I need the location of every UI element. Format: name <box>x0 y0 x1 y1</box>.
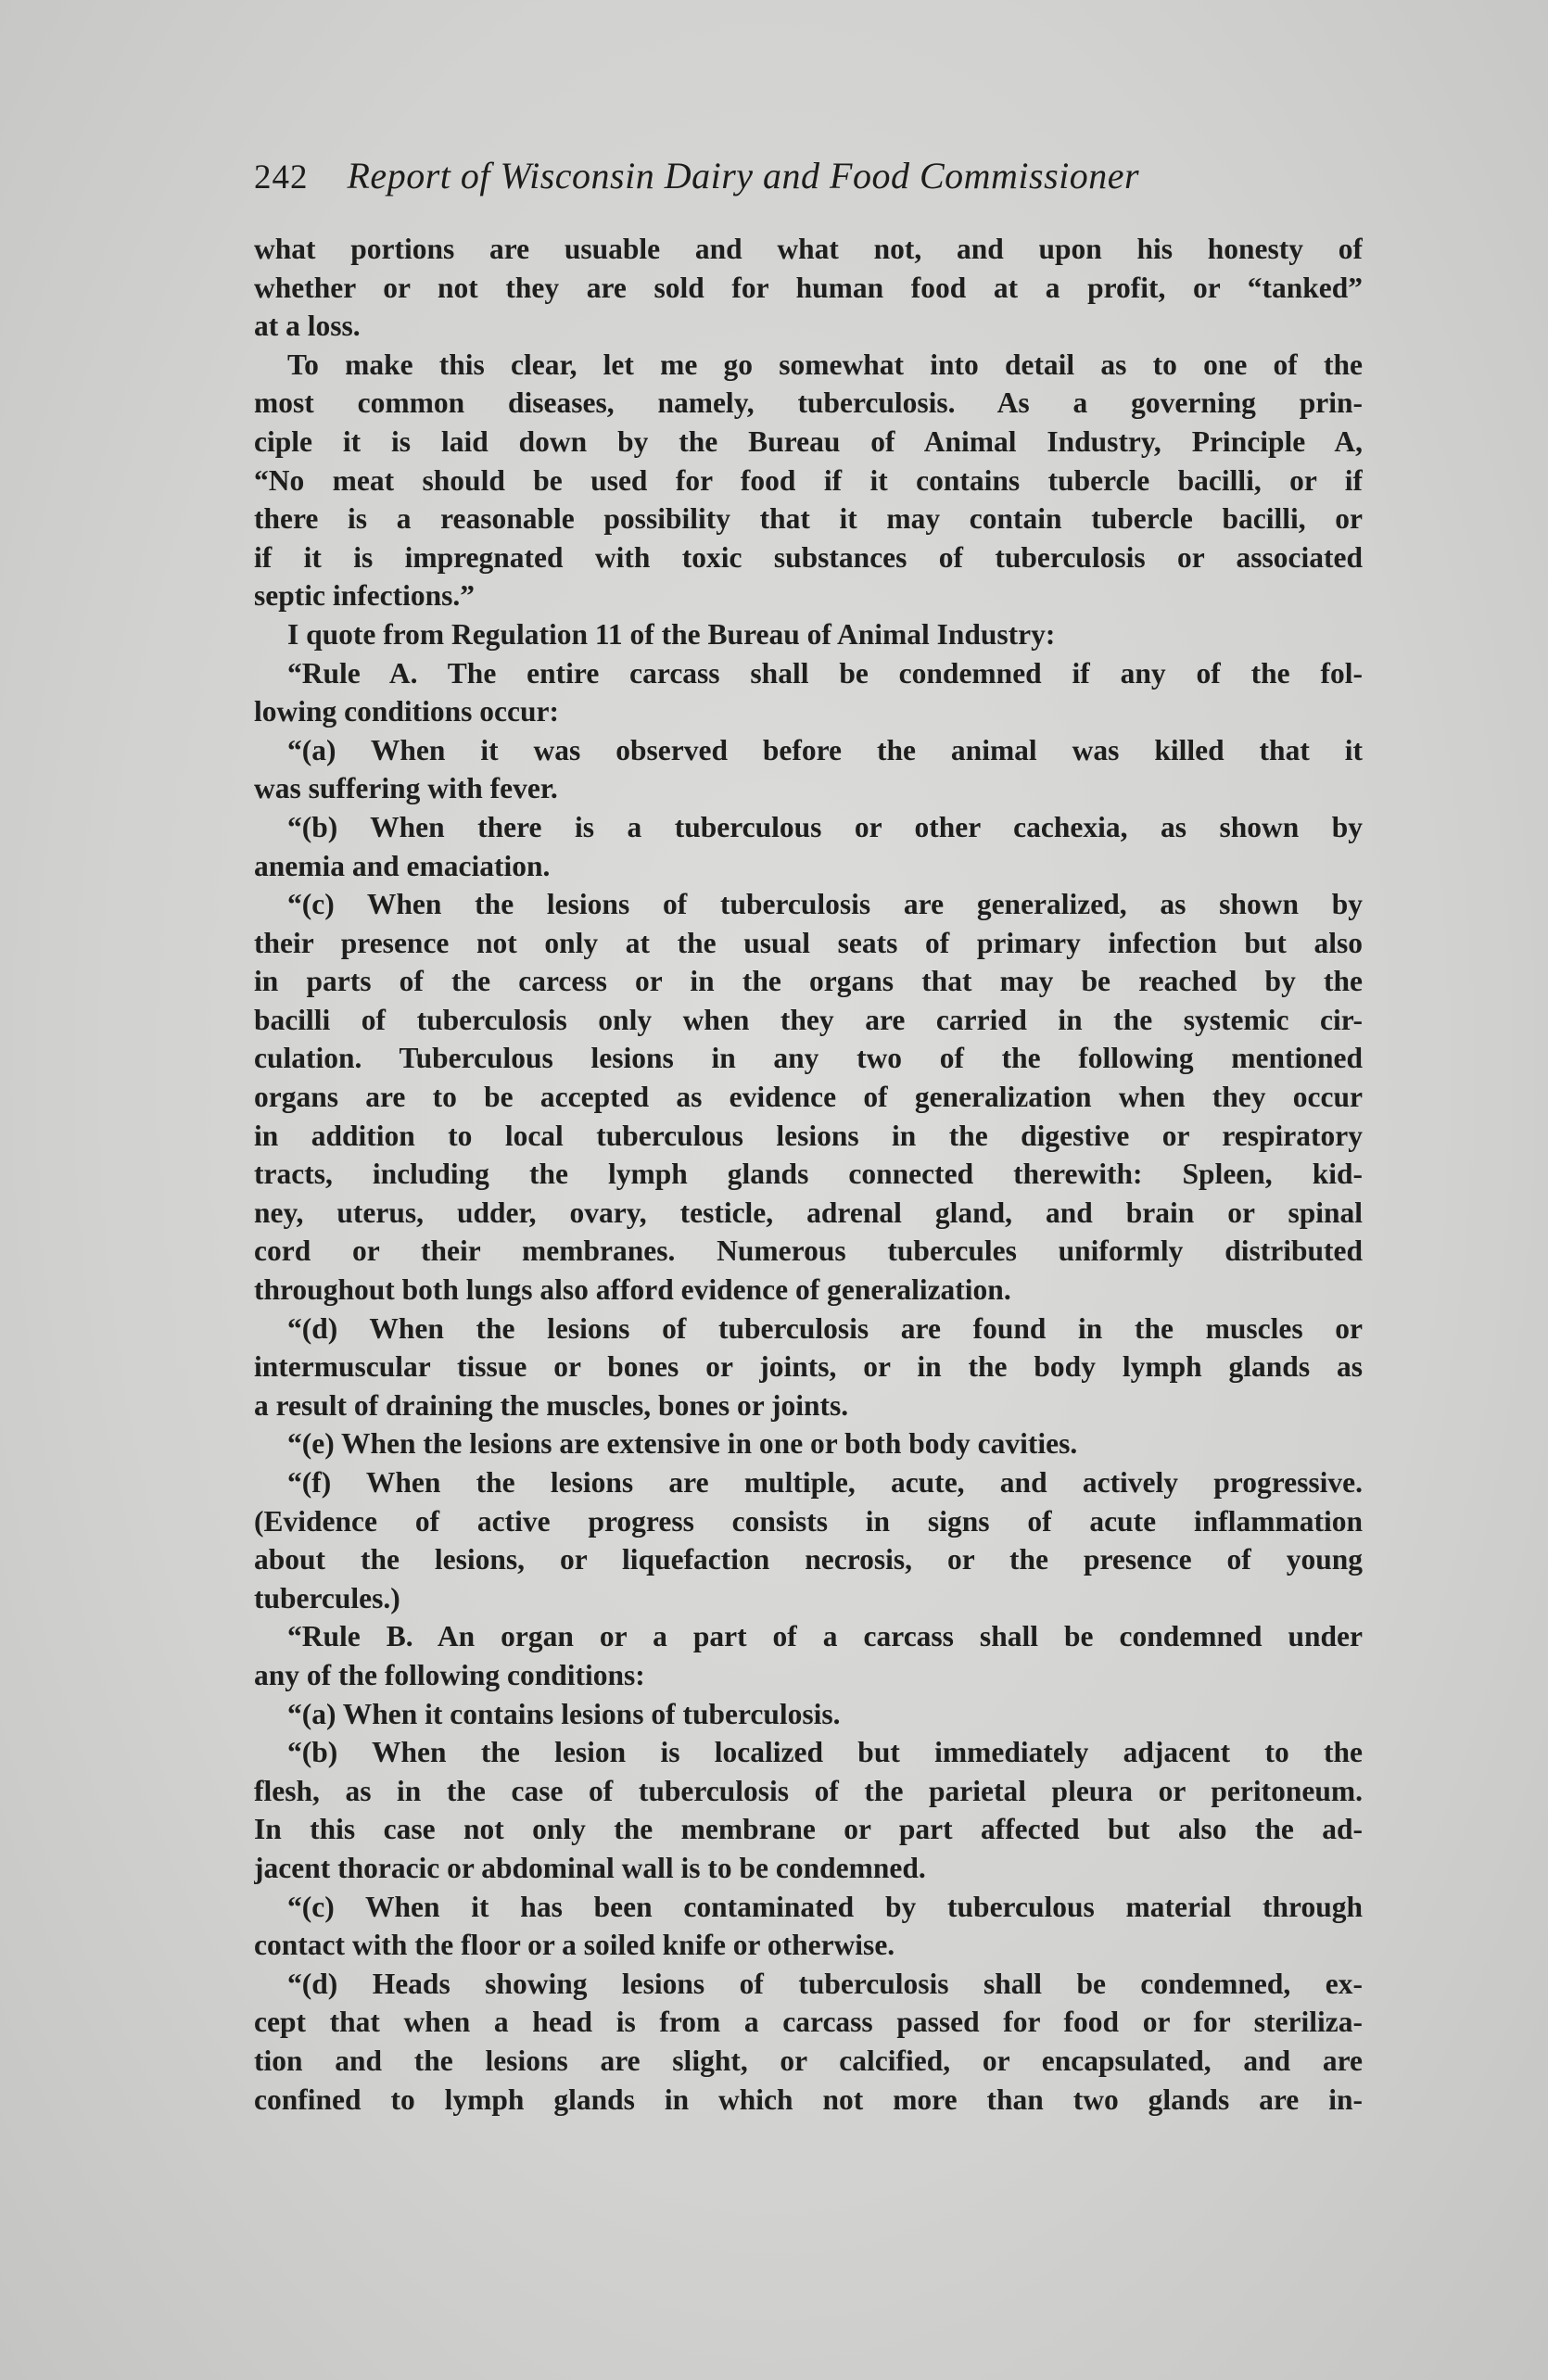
text-line: cept that when a head is from a carcass passed for food or for steriliza- <box>254 2006 1363 2039</box>
text-line: whether or not they are sold for human food at a profit, or “tanked” <box>254 271 1363 304</box>
text-line: at a loss. <box>254 310 361 343</box>
text-line: any of the following conditions: <box>254 1658 645 1691</box>
text-line: septic infections.” <box>254 579 475 613</box>
text-line: confined to lymph glands in which not more than two glands are in- <box>254 2082 1363 2116</box>
text-line: I quote from Regulation 11 of the Bureau of Animal Industry: <box>287 617 1056 651</box>
text-line: “(d) When the lesions of tuberculosis are found in the muscles or <box>287 1311 1363 1345</box>
text-line: intermuscular tissue or bones or joints, or in the body lymph glands as <box>254 1350 1363 1384</box>
text-line: contact with the floor or a soiled knife or otherwise. <box>254 1929 895 1962</box>
text-line: bacilli of tuberculosis only when they are carried in the systemic cir- <box>254 1003 1363 1036</box>
text-line: what portions are usuable and what not, and upon his honesty of <box>254 233 1363 265</box>
text-line: tion and the lesions are slight, or calcified, or encapsulated, and are <box>254 2044 1363 2077</box>
text-line: “(f) When the lesions are multiple, acute, and actively progressive. <box>287 1466 1363 1499</box>
text-line: tracts, including the lymph glands connected therewith: Spleen, kid- <box>254 1158 1363 1191</box>
text-line: throughout both lungs also afford evidence of generalization. <box>254 1273 1011 1307</box>
text-line: (Evidence of active progress consists in signs of acute inflammation <box>254 1504 1363 1538</box>
text-line: “(b) When the lesion is localized but immediately adjacent to the <box>287 1736 1363 1769</box>
text-line: “(a) When it was observed before the animal was killed that it <box>287 733 1363 766</box>
text-line: in parts of the carcess or in the organs that may be reached by the <box>254 965 1363 998</box>
text-line: flesh, as in the case of tuberculosis of the parietal pleura or peritoneum. <box>254 1774 1363 1807</box>
text-line: was suffering with fever. <box>254 772 558 805</box>
text-line: “(c) When it has been contaminated by tuberculous material through <box>287 1890 1363 1923</box>
text-line: a result of draining the muscles, bones or joints. <box>254 1388 849 1422</box>
text-line: there is a reasonable possibility that it may contain tubercle bacilli, or <box>254 502 1363 536</box>
text-line: “Rule A. The entire carcass shall be condemned if any of the fol- <box>287 656 1363 690</box>
text-line: “(e) When the lesions are extensive in one or both body cavities. <box>287 1427 1078 1461</box>
running-title: Report of Wisconsin Dairy and Food Commissioner <box>347 155 1140 196</box>
text-line: their presence not only at the usual seats of primary infection but also <box>254 926 1363 959</box>
text-line: “(c) When the lesions of tuberculosis are generalized, as shown by <box>287 888 1363 921</box>
text-line: To make this clear, let me go somewhat into detail as to one of the <box>287 348 1363 381</box>
text-line: “(b) When there is a tuberculous or other cachexia, as shown by <box>287 810 1363 843</box>
text-line: lowing conditions occur: <box>254 695 560 728</box>
text-line: In this case not only the membrane or part affected but also the ad- <box>254 1813 1363 1846</box>
text-line: in addition to local tuberculous lesions in the digestive or respiratory <box>254 1119 1363 1152</box>
text-line: most common diseases, namely, tuberculosis. As a governing prin- <box>254 386 1363 420</box>
page-number: 242 <box>254 158 309 196</box>
text-line: jacent thoracic or abdominal wall is to be condemned. <box>254 1851 926 1884</box>
body-text <box>254 230 1363 2119</box>
text-line: organs are to be accepted as evidence of generalization when they occur <box>254 1081 1363 1114</box>
text-line: about the lesions, or liquefaction necrosis, or the presence of young <box>254 1543 1363 1576</box>
text-line: tubercules.) <box>254 1581 400 1614</box>
text-line: if it is impregnated with toxic substances of tuberculosis or associated <box>254 540 1363 574</box>
text-line: cord or their membranes. Numerous tubercules uniformly distributed <box>254 1234 1363 1268</box>
text-line: anemia and emaciation. <box>254 849 551 882</box>
text-line: “(d) Heads showing lesions of tuberculosis shall be condemned, ex- <box>287 1967 1363 2000</box>
text-line: ciple it is laid down by the Bureau of Animal Industry, Principle A, <box>254 424 1363 458</box>
text-line: ney, uterus, udder, ovary, testicle, adrenal gland, and brain or spinal <box>254 1196 1363 1229</box>
text-line: “(a) When it contains lesions of tuberculosis. <box>287 1697 841 1730</box>
text-line: “Rule B. An organ or a part of a carcass shall be condemned under <box>287 1620 1363 1653</box>
text-line: “No meat should be used for food if it contains tubercle bacilli, or if <box>254 463 1363 497</box>
text-line: culation. Tuberculous lesions in any two of the following mentioned <box>254 1042 1363 1075</box>
running-header <box>254 154 1366 209</box>
